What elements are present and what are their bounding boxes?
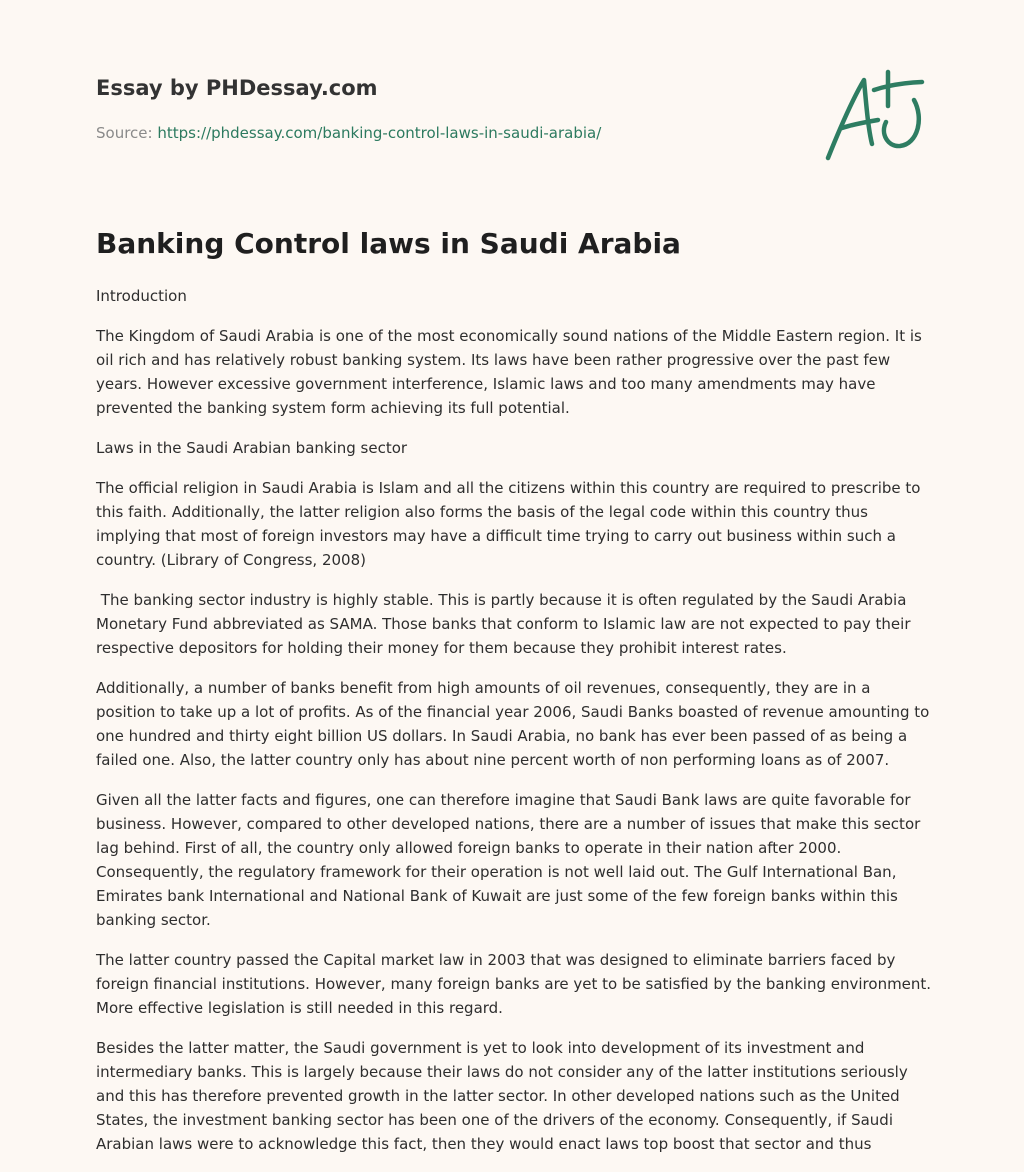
site-brand: Essay by PHDessay.com xyxy=(96,76,378,100)
article-body xyxy=(96,284,932,1172)
paragraph: Laws in the Saudi Arabian banking sector xyxy=(96,439,408,457)
paragraph: The Kingdom of Saudi Arabia is one of the most economically sound nations of the Middle Eastern region. It is oil rich and has relatively robust banking system. Its laws have been rather progressive over the past few years. However excessive government interference, Islamic laws and too many amendments may have prevented the banking system form achieving its full potential. xyxy=(96,327,922,417)
paragraph: Given all the latter facts and figures, one can therefore imagine that Saudi Bank laws are quite favorable for business. However, compared to other developed nations, there are a number of issues that make this sector lag behind. First of all, the country only allowed foreign banks to operate in their nation after 2000. Consequently, the regulatory framework for their operation is not well laid out. The Gulf International Ban, Emirates bank International and National Bank of Kuwait are just some of the few foreign banks within this banking sector. xyxy=(96,791,921,929)
source-line xyxy=(96,124,601,142)
paragraph: The latter country passed the Capital market law in 2003 that was designed to eliminate barriers faced by foreign financial institutions. However, many foreign banks are yet to be satisfied by the banking environment. More effective legislation is still needed in this regard. xyxy=(96,951,932,1017)
a-plus-logo-icon xyxy=(818,66,930,166)
article-title: Banking Control laws in Saudi Arabia xyxy=(96,227,681,260)
paragraph: The official religion in Saudi Arabia is Islam and all the citizens within this country are required to prescribe to this faith. Additionally, the latter religion also forms the basis of the legal code within this country thus implying that most of foreign investors may have a difficult time trying to carry out business within such a country. (Library of Congress, 2008) xyxy=(96,479,921,569)
source-label: Source: xyxy=(96,124,153,142)
paragraph: Introduction xyxy=(96,287,187,305)
source-link[interactable]: https://phdessay.com/banking-control-laws-in-saudi-arabia/ xyxy=(157,124,602,142)
paragraph: The banking sector industry is highly stable. This is partly because it is often regulated by the Saudi Arabia Monetary Fund abbreviated as SAMA. Those banks that conform to Islamic law are not expected to pay their respective depositors for holding their money for them because they prohibit interest rates. xyxy=(96,591,916,657)
paragraph: Besides the latter matter, the Saudi government is yet to look into development of its investment and intermediary banks. This is largely because their laws do not consider any of the latter institutions seriously and this has therefore prevented growth in the latter sector. In other developed nations such as the United States, the investment banking sector has been one of the drivers of the economy. Consequently, if Saudi Arabian laws were to acknowledge this fact, then they would enact laws top boost that sector and thus xyxy=(96,1039,908,1153)
paragraph: Additionally, a number of banks benefit from high amounts of oil revenues, consequently, they are in a position to take up a lot of profits. As of the financial year 2006, Saudi Banks boasted of revenue amounting to one hundred and thirty eight billion US dollars. In Saudi Arabia, no bank has ever been passed of as being a failed one. Also, the latter country only has about nine percent worth of non performing loans as of 2007. xyxy=(96,679,930,769)
